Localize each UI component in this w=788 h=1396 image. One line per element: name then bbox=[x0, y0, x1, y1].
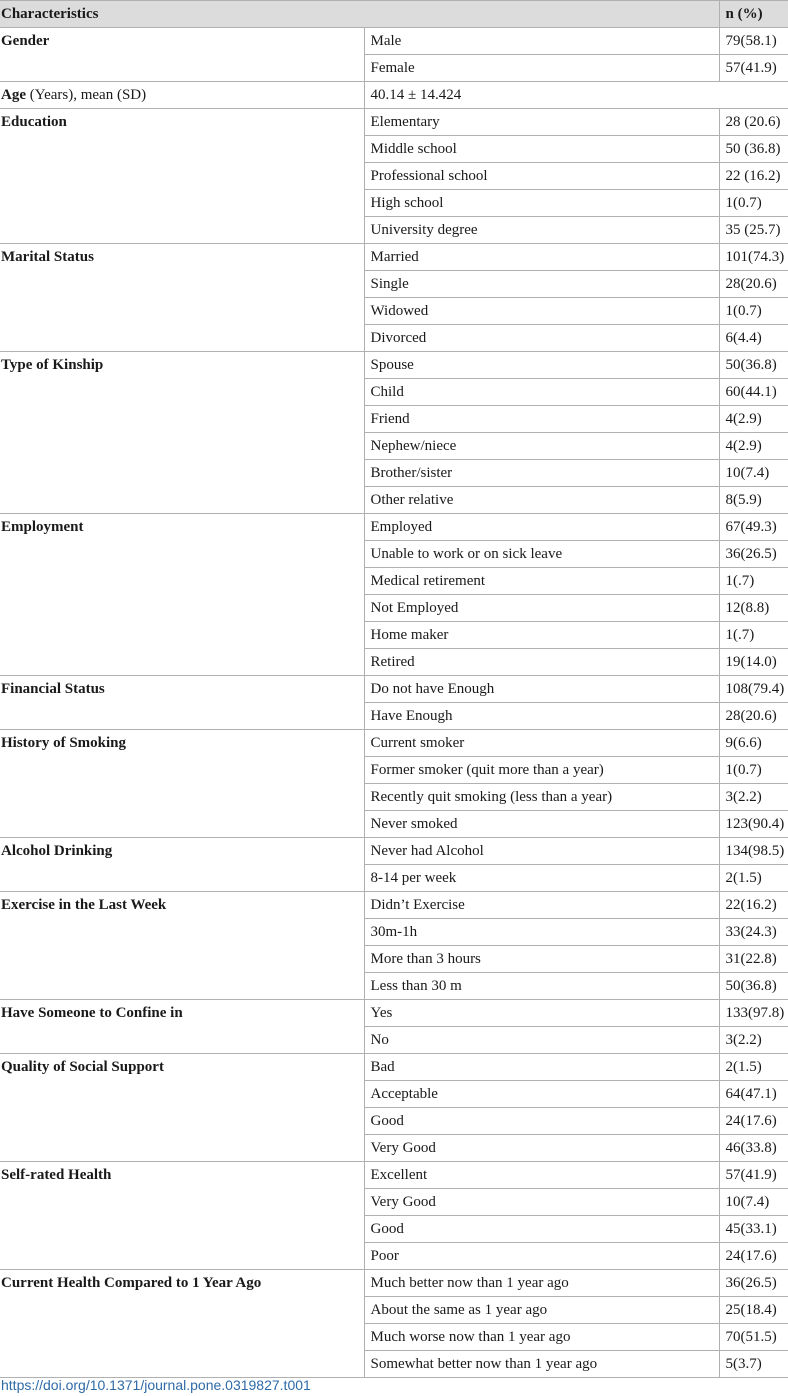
option-cell: Spouse bbox=[364, 352, 719, 379]
category-self-rated-health: Self-rated Health bbox=[0, 1162, 364, 1270]
value-cell: 45(33.1) bbox=[719, 1216, 788, 1243]
option-cell: Single bbox=[364, 271, 719, 298]
option-cell: Never had Alcohol bbox=[364, 838, 719, 865]
category-alcohol: Alcohol Drinking bbox=[0, 838, 364, 892]
option-cell: Medical retirement bbox=[364, 568, 719, 595]
value-cell: 9(6.6) bbox=[719, 730, 788, 757]
option-cell: Very Good bbox=[364, 1189, 719, 1216]
value-cell: 28(20.6) bbox=[719, 271, 788, 298]
category-gender: Gender bbox=[0, 28, 364, 82]
table-row bbox=[0, 730, 788, 757]
value-cell: 1(.7) bbox=[719, 622, 788, 649]
value-cell: 12(8.8) bbox=[719, 595, 788, 622]
value-cell: 36(26.5) bbox=[719, 541, 788, 568]
option-cell: 8-14 per week bbox=[364, 865, 719, 892]
option-cell: University degree bbox=[364, 217, 719, 244]
value-cell: 5(3.7) bbox=[719, 1351, 788, 1378]
option-cell: Home maker bbox=[364, 622, 719, 649]
option-cell: Female bbox=[364, 55, 719, 82]
value-cell: 64(47.1) bbox=[719, 1081, 788, 1108]
value-cell: 70(51.5) bbox=[719, 1324, 788, 1351]
value-cell: 2(1.5) bbox=[719, 1054, 788, 1081]
category-confide: Have Someone to Confine in bbox=[0, 1000, 364, 1054]
value-cell: 10(7.4) bbox=[719, 460, 788, 487]
option-cell: 30m-1h bbox=[364, 919, 719, 946]
value-cell: 35 (25.7) bbox=[719, 217, 788, 244]
option-cell: Good bbox=[364, 1216, 719, 1243]
value-cell: 19(14.0) bbox=[719, 649, 788, 676]
value-cell: 4(2.9) bbox=[719, 406, 788, 433]
option-cell: Married bbox=[364, 244, 719, 271]
option-cell: Acceptable bbox=[364, 1081, 719, 1108]
option-cell: Bad bbox=[364, 1054, 719, 1081]
table-row bbox=[0, 1270, 788, 1297]
category-smoking: History of Smoking bbox=[0, 730, 364, 838]
value-cell: 24(17.6) bbox=[719, 1243, 788, 1270]
header-characteristics: Characteristics bbox=[0, 1, 719, 28]
option-cell: Nephew/niece bbox=[364, 433, 719, 460]
value-cell: 60(44.1) bbox=[719, 379, 788, 406]
option-cell: Good bbox=[364, 1108, 719, 1135]
value-cell: 1(0.7) bbox=[719, 757, 788, 784]
value-cell: 79(58.1) bbox=[719, 28, 788, 55]
table-row bbox=[0, 28, 788, 55]
option-cell: Didn’t Exercise bbox=[364, 892, 719, 919]
value-cell: 123(90.4) bbox=[719, 811, 788, 838]
value-cell: 1(0.7) bbox=[719, 298, 788, 325]
value-cell: 6(4.4) bbox=[719, 325, 788, 352]
option-cell: Professional school bbox=[364, 163, 719, 190]
table-header-row bbox=[0, 1, 788, 28]
age-label-note: (Years), mean (SD) bbox=[26, 87, 147, 103]
value-cell: 33(24.3) bbox=[719, 919, 788, 946]
category-marital-status: Marital Status bbox=[0, 244, 364, 352]
table-row bbox=[0, 1000, 788, 1027]
value-cell: 50(36.8) bbox=[719, 973, 788, 1000]
value-cell: 67(49.3) bbox=[719, 514, 788, 541]
value-cell: 57(41.9) bbox=[719, 1162, 788, 1189]
category-financial-status: Financial Status bbox=[0, 676, 364, 730]
age-mean-sd-value: 40.14 ± 14.424 bbox=[364, 82, 788, 109]
option-cell: About the same as 1 year ago bbox=[364, 1297, 719, 1324]
option-cell: Divorced bbox=[364, 325, 719, 352]
value-cell: 46(33.8) bbox=[719, 1135, 788, 1162]
table-row bbox=[0, 1162, 788, 1189]
value-cell: 57(41.9) bbox=[719, 55, 788, 82]
value-cell: 101(74.3) bbox=[719, 244, 788, 271]
option-cell: No bbox=[364, 1027, 719, 1054]
value-cell: 28(20.6) bbox=[719, 703, 788, 730]
option-cell: Current smoker bbox=[364, 730, 719, 757]
category-employment: Employment bbox=[0, 514, 364, 676]
option-cell: Do not have Enough bbox=[364, 676, 719, 703]
value-cell: 1(.7) bbox=[719, 568, 788, 595]
header-n-percent: n (%) bbox=[719, 1, 788, 28]
option-cell: Poor bbox=[364, 1243, 719, 1270]
option-cell: Very Good bbox=[364, 1135, 719, 1162]
category-age bbox=[0, 82, 364, 109]
option-cell: Somewhat better now than 1 year ago bbox=[364, 1351, 719, 1378]
option-cell: Child bbox=[364, 379, 719, 406]
value-cell: 2(1.5) bbox=[719, 865, 788, 892]
option-cell: Employed bbox=[364, 514, 719, 541]
table-row bbox=[0, 514, 788, 541]
value-cell: 108(79.4) bbox=[719, 676, 788, 703]
category-kinship: Type of Kinship bbox=[0, 352, 364, 514]
value-cell: 134(98.5) bbox=[719, 838, 788, 865]
value-cell: 22(16.2) bbox=[719, 892, 788, 919]
table-row bbox=[0, 244, 788, 271]
value-cell: 36(26.5) bbox=[719, 1270, 788, 1297]
value-cell: 22 (16.2) bbox=[719, 163, 788, 190]
category-education: Education bbox=[0, 109, 364, 244]
option-cell: Never smoked bbox=[364, 811, 719, 838]
option-cell: Much worse now than 1 year ago bbox=[364, 1324, 719, 1351]
table-row bbox=[0, 676, 788, 703]
table-row bbox=[0, 352, 788, 379]
option-cell: Male bbox=[364, 28, 719, 55]
category-exercise: Exercise in the Last Week bbox=[0, 892, 364, 1000]
age-label: Age bbox=[1, 87, 26, 103]
option-cell: Other relative bbox=[364, 487, 719, 514]
option-cell: Excellent bbox=[364, 1162, 719, 1189]
value-cell: 3(2.2) bbox=[719, 1027, 788, 1054]
option-cell: More than 3 hours bbox=[364, 946, 719, 973]
value-cell: 28 (20.6) bbox=[719, 109, 788, 136]
option-cell: Much better now than 1 year ago bbox=[364, 1270, 719, 1297]
value-cell: 31(22.8) bbox=[719, 946, 788, 973]
value-cell: 10(7.4) bbox=[719, 1189, 788, 1216]
category-health-compared: Current Health Compared to 1 Year Ago bbox=[0, 1270, 364, 1378]
option-cell: Middle school bbox=[364, 136, 719, 163]
option-cell: Former smoker (quit more than a year) bbox=[364, 757, 719, 784]
table-row bbox=[0, 109, 788, 136]
value-cell: 50(36.8) bbox=[719, 352, 788, 379]
table-row bbox=[0, 1054, 788, 1081]
doi-link[interactable]: https://doi.org/10.1371/journal.pone.0319827.t001 bbox=[1, 1377, 311, 1393]
option-cell: Have Enough bbox=[364, 703, 719, 730]
option-cell: High school bbox=[364, 190, 719, 217]
value-cell: 3(2.2) bbox=[719, 784, 788, 811]
value-cell: 25(18.4) bbox=[719, 1297, 788, 1324]
value-cell: 4(2.9) bbox=[719, 433, 788, 460]
option-cell: Friend bbox=[364, 406, 719, 433]
value-cell: 1(0.7) bbox=[719, 190, 788, 217]
value-cell: 24(17.6) bbox=[719, 1108, 788, 1135]
option-cell: Less than 30 m bbox=[364, 973, 719, 1000]
category-social-support: Quality of Social Support bbox=[0, 1054, 364, 1162]
value-cell: 8(5.9) bbox=[719, 487, 788, 514]
option-cell: Yes bbox=[364, 1000, 719, 1027]
option-cell: Widowed bbox=[364, 298, 719, 325]
option-cell: Elementary bbox=[364, 109, 719, 136]
option-cell: Retired bbox=[364, 649, 719, 676]
option-cell: Brother/sister bbox=[364, 460, 719, 487]
option-cell: Recently quit smoking (less than a year) bbox=[364, 784, 719, 811]
table-row bbox=[0, 82, 788, 109]
table-row bbox=[0, 838, 788, 865]
value-cell: 50 (36.8) bbox=[719, 136, 788, 163]
option-cell: Unable to work or on sick leave bbox=[364, 541, 719, 568]
value-cell: 133(97.8) bbox=[719, 1000, 788, 1027]
option-cell: Not Employed bbox=[364, 595, 719, 622]
table-row bbox=[0, 892, 788, 919]
